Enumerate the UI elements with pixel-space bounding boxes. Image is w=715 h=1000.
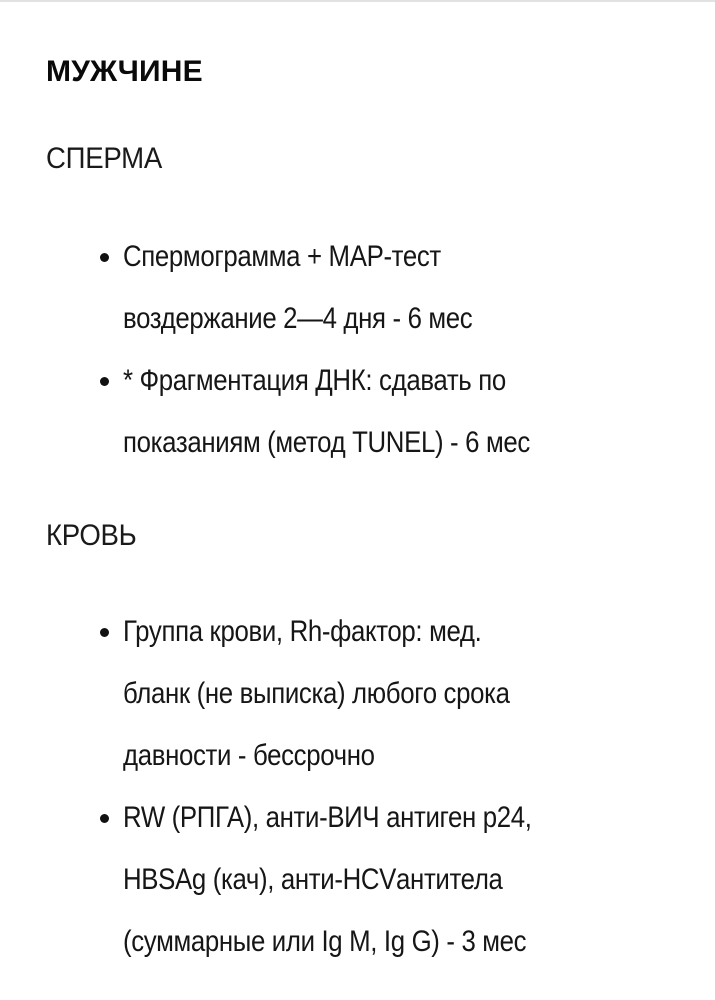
list-item xyxy=(100,787,700,973)
list-item xyxy=(100,350,700,474)
list-krov xyxy=(100,601,700,973)
bullet-icon xyxy=(100,377,109,386)
top-divider xyxy=(0,0,715,2)
list-item-text: воздержание 2—4 дня - 6 мес xyxy=(123,302,473,335)
list-sperma xyxy=(100,226,700,474)
list-item-text: * Фрагментация ДНК: сдавать по xyxy=(123,364,506,397)
list-item-text: Группа крови, Rh-фактор: мед. xyxy=(123,615,482,648)
list-item-text: Спермограмма + MAP-тест xyxy=(123,240,441,273)
list-item-text: (суммарные или Ig M, Ig G) - 3 мес xyxy=(123,925,527,958)
list-item-text: давности - бессрочно xyxy=(123,739,375,772)
page-heading: МУЖЧИНЕ xyxy=(46,55,203,88)
list-item xyxy=(100,601,700,787)
list-item xyxy=(100,226,700,350)
bullet-icon xyxy=(100,253,109,262)
section-title-krov: КРОВЬ xyxy=(46,519,137,552)
list-item-text: HBSAg (кач), анти-HCVантитела xyxy=(123,863,503,896)
bullet-icon xyxy=(100,628,109,637)
list-item-text: бланк (не выписка) любого срока xyxy=(123,677,510,710)
section-title-sperma: СПЕРМА xyxy=(46,142,163,175)
list-item-text: показаниям (метод TUNEL) - 6 мес xyxy=(123,426,530,459)
list-item-text: RW (РПГА), анти-ВИЧ антиген p24, xyxy=(123,801,532,834)
bullet-icon xyxy=(100,814,109,823)
